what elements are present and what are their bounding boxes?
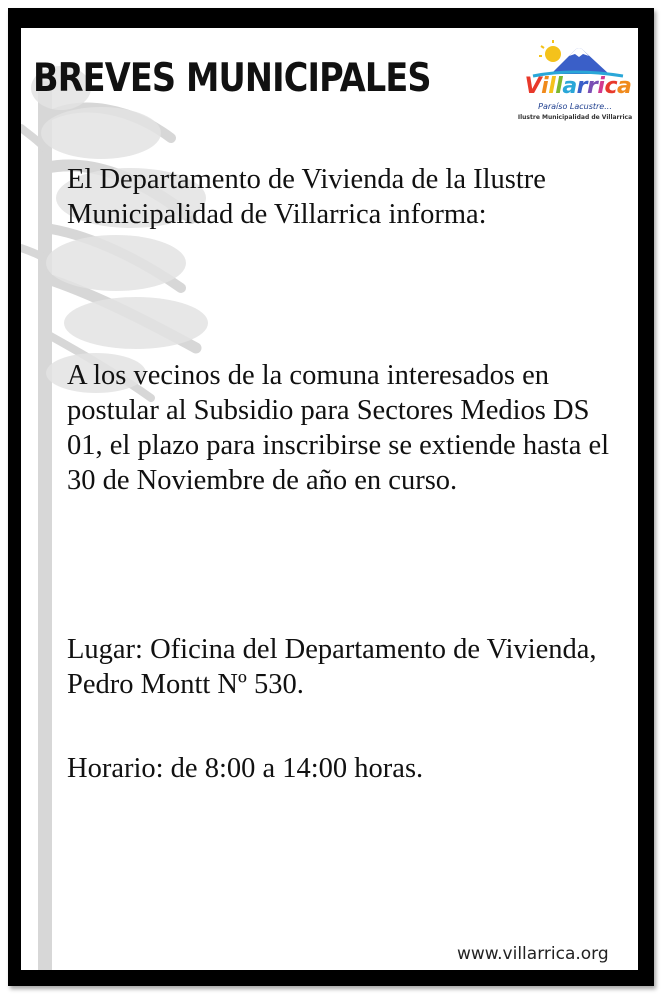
villarrica-logo	[513, 38, 637, 130]
logo-letter: i	[541, 74, 549, 99]
logo-letter: c	[604, 74, 617, 99]
logo-letter: a	[616, 74, 632, 99]
logo-subtitle: Ilustre Municipalidad de Villarrica	[517, 114, 633, 121]
logo-letter: i	[597, 74, 605, 99]
logo-letter: r	[576, 74, 588, 99]
location-paragraph: Lugar: Oficina del Departamento de Vivienda, Pedro Montt Nº 530.	[67, 634, 597, 700]
logo-letter: l	[548, 74, 556, 99]
schedule-paragraph: Horario: de 8:00 a 14:00 horas.	[67, 753, 424, 784]
poster-frame	[8, 8, 654, 986]
website-link[interactable]: www.villarrica.org	[457, 944, 609, 964]
page-title: BREVES MUNICIPALES	[33, 56, 431, 101]
notice-paragraph: A los vecinos de la comuna interesados en postular al Subsidio para Sectores Medios DS 01, el plazo para inscribirse se extiende hasta el 30 de Noviembre de año en curso.	[67, 360, 610, 496]
poster-card	[21, 28, 638, 970]
logo-letter: l	[555, 74, 563, 99]
logo-letter: r	[587, 74, 598, 99]
intro-paragraph: El Departamento de Vivienda de la Ilustre Municipalidad de Villarrica informa:	[67, 164, 546, 230]
logo-tagline: Paraíso Lacustre...	[538, 102, 612, 111]
logo-wordmark	[518, 74, 638, 99]
volcano-logo-icon	[513, 38, 637, 78]
logo-letter: V	[524, 74, 542, 99]
logo-letter: a	[562, 74, 577, 99]
